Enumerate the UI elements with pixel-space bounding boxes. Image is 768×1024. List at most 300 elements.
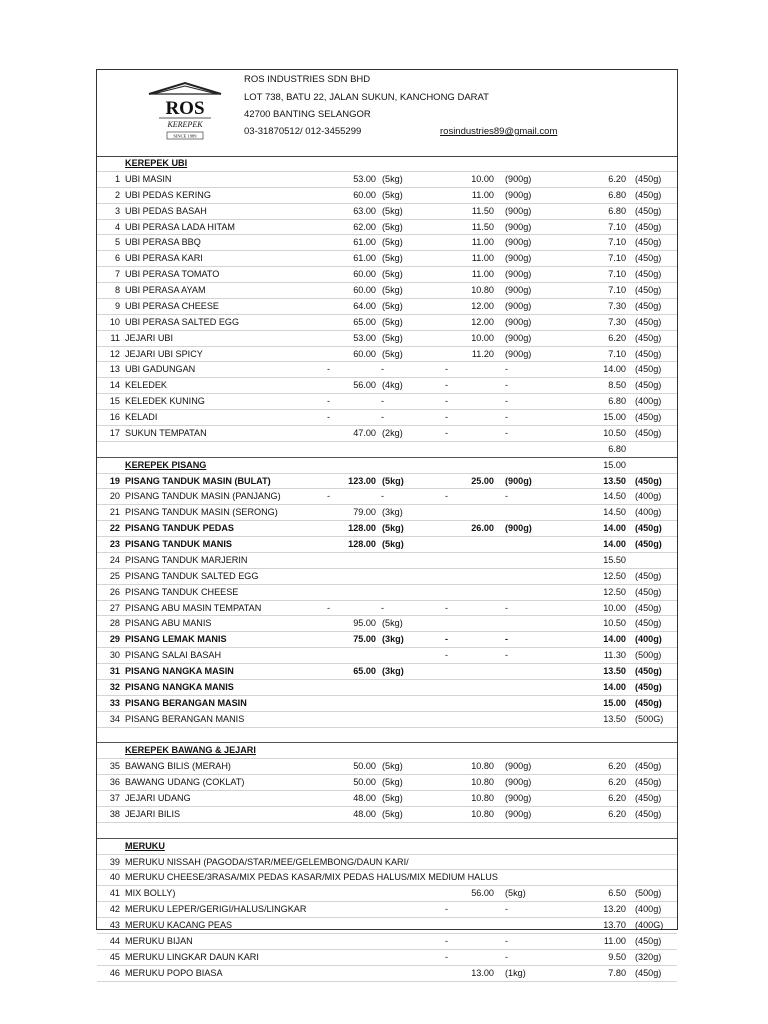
logo-since: SINCE 1989 xyxy=(173,133,197,139)
row-number: 19 xyxy=(109,475,120,486)
item-name: BAWANG BILIS (MERAH) xyxy=(125,761,231,772)
price-retail: 9.50 xyxy=(608,951,626,962)
row-number: 21 xyxy=(109,507,120,518)
weight-3: (450g) xyxy=(635,570,662,581)
price-retail: 15.00 xyxy=(603,459,626,470)
weight-2: (900g) xyxy=(505,523,532,534)
row-number: 24 xyxy=(109,554,120,565)
price-5kg: 61.00 xyxy=(353,237,376,248)
price-900g: 10.80 xyxy=(471,777,494,788)
item-name: BAWANG UDANG (COKLAT) xyxy=(125,777,245,788)
item-name: PISANG TANDUK SALTED EGG xyxy=(125,570,259,581)
table-row xyxy=(97,474,677,490)
price-retail: 6.80 xyxy=(608,205,626,216)
price-5kg: 60.00 xyxy=(353,269,376,280)
section-title: KEREPEK UBI xyxy=(125,158,188,168)
table-row xyxy=(97,712,677,728)
row-number: 46 xyxy=(109,967,120,978)
item-name: PISANG SALAI BASAH xyxy=(125,650,222,661)
dash: - xyxy=(445,412,449,422)
section-header-row xyxy=(97,458,677,474)
weight-1: (5kg) xyxy=(382,237,403,248)
price-retail: 14.00 xyxy=(603,364,626,375)
item-name: PISANG BERANGAN MASIN xyxy=(125,697,247,708)
weight-3: (450g) xyxy=(635,808,662,819)
price-retail: 6.20 xyxy=(608,332,626,343)
item-name: JEJARI UDANG xyxy=(125,793,191,803)
weight-3: (400g) xyxy=(635,491,662,502)
price-retail: 13.70 xyxy=(603,920,626,930)
price-5kg: 60.00 xyxy=(353,348,376,359)
price-5kg: 123.00 xyxy=(348,475,376,486)
row-number: 41 xyxy=(109,888,120,899)
price-retail: 14.50 xyxy=(603,491,626,502)
weight-1: (5kg) xyxy=(382,205,403,216)
table-row xyxy=(97,299,677,315)
price-900g: 11.20 xyxy=(471,348,494,359)
row-number: 37 xyxy=(109,793,120,803)
dash: - xyxy=(327,396,331,407)
price-900g: 10.00 xyxy=(471,173,494,184)
price-retail: 7.10 xyxy=(608,253,626,264)
weight-3: (450g) xyxy=(635,348,662,359)
price-retail: 13.20 xyxy=(603,904,626,915)
price-retail: 15.00 xyxy=(603,697,626,708)
price-retail: 6.80 xyxy=(608,396,626,407)
price-retail: 6.20 xyxy=(608,777,626,788)
price-900g: 10.80 xyxy=(471,808,494,819)
price-retail: 12.50 xyxy=(603,570,626,581)
weight-3: (450g) xyxy=(635,427,662,438)
item-name: UBI PERASA BBQ xyxy=(125,237,201,248)
table-row xyxy=(97,553,677,569)
company-address-1: LOT 738, BATU 22, JALAN SUKUN, KANCHONG DARAT xyxy=(244,92,489,103)
table-row xyxy=(97,378,677,394)
price-5kg: 60.00 xyxy=(353,285,376,295)
table-row xyxy=(97,680,677,696)
section-header-row xyxy=(97,156,677,172)
price-5kg: 48.00 xyxy=(353,793,376,803)
weight-3: (450g) xyxy=(635,221,662,232)
dash: - xyxy=(327,364,331,375)
table-row xyxy=(97,235,677,251)
weight-3: (450g) xyxy=(635,761,662,772)
price-900g: 11.00 xyxy=(471,269,494,280)
item-name: JEJARI UBI SPICY xyxy=(125,348,203,359)
blank-row xyxy=(97,728,677,744)
dash: - xyxy=(505,951,509,962)
item-name: PISANG TANDUK PEDAS xyxy=(125,523,234,534)
weight-1: (4kg) xyxy=(382,380,403,391)
dash: - xyxy=(381,364,385,375)
item-name: UBI PERASA TOMATO xyxy=(125,269,220,280)
row-number: 11 xyxy=(110,332,120,343)
price-retail: 10.50 xyxy=(603,618,626,629)
price-list-sheet xyxy=(96,69,678,978)
weight-2: (900g) xyxy=(505,316,532,327)
price-900g: 25.00 xyxy=(471,475,494,486)
row-number: 40 xyxy=(109,872,120,883)
dash: - xyxy=(505,904,509,915)
item-name: PISANG TANDUK MASIN (BULAT) xyxy=(125,475,271,486)
dash: - xyxy=(445,650,449,661)
ros-kerepek-logo xyxy=(147,80,223,144)
row-number: 32 xyxy=(109,681,120,692)
item-name: JEJARI UBI xyxy=(125,332,174,343)
company-name: ROS INDUSTRIES SDN BHD xyxy=(244,74,371,85)
item-name: UBI MASIN xyxy=(125,173,172,184)
price-retail: 14.00 xyxy=(603,539,626,549)
table-row xyxy=(97,188,677,204)
price-retail: 6.80 xyxy=(608,189,626,200)
weight-1: (3kg) xyxy=(382,634,404,645)
price-retail: 7.30 xyxy=(608,300,626,311)
weight-1: (5kg) xyxy=(382,793,403,803)
table-row xyxy=(97,394,677,410)
price-5kg: 53.00 xyxy=(353,332,376,343)
table-row xyxy=(97,426,677,442)
table-row xyxy=(97,362,677,378)
table-row xyxy=(97,886,677,902)
price-5kg: 53.00 xyxy=(353,173,376,184)
weight-3: (450g) xyxy=(635,205,662,216)
weight-3: (450g) xyxy=(635,777,662,788)
table-row xyxy=(97,204,677,220)
price-5kg: 63.00 xyxy=(353,205,376,216)
table-row xyxy=(97,601,677,617)
row-number: 6 xyxy=(114,253,120,264)
weight-1: (3kg) xyxy=(382,666,404,676)
dash: - xyxy=(381,602,385,613)
weight-1: (5kg) xyxy=(382,539,404,549)
row-number: 34 xyxy=(109,713,120,724)
weight-1: (5kg) xyxy=(382,475,404,486)
price-retail: 11.00 xyxy=(603,935,626,946)
weight-3: (450g) xyxy=(635,189,662,200)
table-row xyxy=(97,331,677,347)
price-retail: 6.20 xyxy=(608,173,626,184)
weight-3: (450g) xyxy=(635,681,662,692)
table-row xyxy=(97,347,677,363)
dash: - xyxy=(505,380,509,391)
table-row xyxy=(97,807,677,823)
weight-3: (450g) xyxy=(635,602,662,613)
row-number: 31 xyxy=(109,666,120,676)
weight-1: (5kg) xyxy=(382,316,403,327)
price-5kg: 47.00 xyxy=(353,427,376,438)
weight-2: (900g) xyxy=(505,221,532,232)
weight-2: (900g) xyxy=(505,793,532,803)
table-row xyxy=(97,489,677,505)
company-phone: 03-31870512/ 012-3455299 xyxy=(244,126,362,137)
item-name: MERUKU KACANG PEAS xyxy=(125,920,233,930)
row-number: 25 xyxy=(109,570,120,581)
table-row xyxy=(97,616,677,632)
row-number: 44 xyxy=(109,935,120,946)
item-name: MERUKU LEPER/GERIGI/HALUS/LINGKAR xyxy=(125,904,307,915)
weight-3: (500g) xyxy=(635,650,662,661)
weight-3: (450g) xyxy=(635,412,662,422)
item-name: UBI PERASA LADA HITAM xyxy=(125,221,235,232)
dash: - xyxy=(505,602,509,613)
price-retail: 10.00 xyxy=(603,602,626,613)
item-name: SUKUN TEMPATAN xyxy=(125,427,207,438)
table-row xyxy=(97,632,677,648)
table-row xyxy=(97,172,677,188)
item-name: MERUKU NISSAH (PAGODA/STAR/MEE/GELEMBONG/DAUN KARI/ xyxy=(125,856,409,867)
dash: - xyxy=(505,935,509,946)
weight-1: (2kg) xyxy=(382,427,403,438)
price-900g: 12.00 xyxy=(471,300,494,311)
weight-3: (450g) xyxy=(635,380,662,391)
weight-3: (450g) xyxy=(635,523,662,534)
weight-3: (450g) xyxy=(635,237,662,248)
weight-2: (900g) xyxy=(505,300,532,311)
price-5kg: 60.00 xyxy=(353,189,376,200)
price-5kg: 48.00 xyxy=(353,808,376,819)
item-name: UBI PEDAS BASAH xyxy=(125,205,207,216)
row-number: 39 xyxy=(109,856,120,867)
weight-3: (450g) xyxy=(635,666,662,676)
weight-2: (900g) xyxy=(505,285,532,295)
weight-3: (450g) xyxy=(635,539,662,549)
weight-2: (900g) xyxy=(505,253,532,264)
item-name: KELADI xyxy=(125,412,158,422)
row-number: 13 xyxy=(109,364,120,375)
weight-3: (450g) xyxy=(635,364,662,375)
table-row xyxy=(97,585,677,601)
weight-2: (900g) xyxy=(505,189,532,200)
row-number: 38 xyxy=(109,808,120,819)
item-name: UBI GADUNGAN xyxy=(125,364,196,375)
weight-3: (450g) xyxy=(635,475,662,486)
dash: - xyxy=(445,602,449,613)
item-name: UBI PERASA SALTED EGG xyxy=(125,316,240,327)
dash: - xyxy=(505,412,509,422)
table-row xyxy=(97,775,677,791)
weight-3: (450g) xyxy=(635,253,662,264)
weight-3: (400g) xyxy=(635,396,662,407)
table-row xyxy=(97,283,677,299)
weight-3: (450g) xyxy=(635,332,662,343)
price-5kg: 65.00 xyxy=(353,666,376,676)
row-number: 33 xyxy=(109,697,120,708)
dash: - xyxy=(445,380,449,391)
price-retail: 14.50 xyxy=(603,507,626,518)
price-900g: 11.00 xyxy=(471,253,494,264)
weight-3: (450g) xyxy=(635,935,662,946)
price-5kg: 56.00 xyxy=(353,380,376,391)
price-retail: 13.50 xyxy=(603,666,626,676)
table-row xyxy=(97,664,677,680)
row-number: 16 xyxy=(109,412,120,422)
table-row xyxy=(97,918,677,934)
price-retail: 14.00 xyxy=(603,634,626,645)
weight-2: (900g) xyxy=(505,205,532,216)
item-name: PISANG TANDUK MASIN (PANJANG) xyxy=(125,491,281,502)
weight-1: (5kg) xyxy=(382,285,403,295)
logo-text: ROS xyxy=(165,98,205,119)
weight-3: (400g) xyxy=(635,904,662,915)
row-number: 26 xyxy=(109,586,120,597)
weight-1: (5kg) xyxy=(382,173,403,184)
table-row xyxy=(97,251,677,267)
row-number: 30 xyxy=(109,650,120,661)
weight-2: (900g) xyxy=(505,173,532,184)
item-name: PISANG LEMAK MANIS xyxy=(125,634,227,645)
price-retail: 7.30 xyxy=(608,316,626,327)
item-name: JEJARI BILIS xyxy=(125,808,181,819)
price-5kg: 64.00 xyxy=(353,300,376,311)
section-title: KEREPEK BAWANG & JEJARI xyxy=(125,745,256,756)
price-retail: 10.50 xyxy=(603,427,626,438)
item-name: MERUKU BIJAN xyxy=(125,935,193,946)
row-number: 29 xyxy=(109,634,120,645)
row-number: 10 xyxy=(109,316,120,327)
dash: - xyxy=(327,412,331,422)
price-900g: 13.00 xyxy=(471,967,494,978)
company-address-2: 42700 BANTING SELANGOR xyxy=(244,109,371,120)
section-title: MERUKU xyxy=(125,840,165,851)
price-5kg: 128.00 xyxy=(348,539,376,549)
row-number: 3 xyxy=(114,205,120,216)
item-name: PISANG TANDUK CHEESE xyxy=(125,586,239,597)
table-row xyxy=(97,902,677,918)
weight-3: (450g) xyxy=(635,697,662,708)
table-row xyxy=(97,870,677,886)
row-number: 5 xyxy=(114,237,120,248)
weight-2: (900g) xyxy=(505,348,532,359)
item-name: MERUKU LINGKAR DAUN KARI xyxy=(125,951,259,962)
row-number: 27 xyxy=(109,602,120,613)
weight-3: (450g) xyxy=(635,793,662,803)
row-number: 17 xyxy=(109,427,120,438)
item-name: MERUKU CHEESE/3RASA/MIX PEDAS KASAR/MIX PEDAS HALUS/MIX MEDIUM HALUS xyxy=(125,872,498,883)
table-row xyxy=(97,934,677,950)
weight-3: (400G) xyxy=(635,920,664,930)
row-number: 4 xyxy=(114,221,120,232)
row-number: 2 xyxy=(114,189,120,200)
price-retail: 7.10 xyxy=(608,221,626,232)
table-row xyxy=(97,537,677,553)
weight-1: (5kg) xyxy=(382,523,404,534)
price-900g: 11.50 xyxy=(471,221,494,232)
item-name: UBI PERASA KARI xyxy=(125,253,203,264)
price-5kg: 95.00 xyxy=(353,618,376,629)
weight-3: (450g) xyxy=(635,300,662,311)
price-900g: 11.00 xyxy=(471,237,494,248)
company-email[interactable]: rosindustries89@gmail.com xyxy=(440,126,558,137)
item-name: MERUKU POPO BIASA xyxy=(125,967,223,978)
row-number: 9 xyxy=(114,300,120,311)
weight-3: (450g) xyxy=(635,269,662,280)
item-name: PISANG BERANGAN MANIS xyxy=(125,713,245,724)
row-number: 15 xyxy=(109,396,120,407)
weight-2: (900g) xyxy=(505,237,532,248)
weight-3: (320g) xyxy=(635,951,662,962)
price-retail: 6.20 xyxy=(608,761,626,772)
row-number: 8 xyxy=(114,285,120,295)
weight-1: (5kg) xyxy=(382,269,403,280)
price-retail: 7.10 xyxy=(608,285,626,295)
table-row xyxy=(97,521,677,537)
weight-2: (900g) xyxy=(505,475,532,486)
price-retail: 15.00 xyxy=(603,412,626,422)
price-900g: 10.00 xyxy=(471,332,494,343)
dash: - xyxy=(505,491,509,502)
table-row xyxy=(97,855,677,871)
table-row xyxy=(97,315,677,331)
table-row xyxy=(97,220,677,236)
dash: - xyxy=(505,427,509,438)
weight-1: (3kg) xyxy=(382,507,403,518)
dash: - xyxy=(445,364,449,375)
weight-3: (450g) xyxy=(635,618,662,629)
table-row xyxy=(97,696,677,712)
dash: - xyxy=(445,427,449,438)
weight-2: (900g) xyxy=(505,332,532,343)
price-retail: 13.50 xyxy=(603,475,626,486)
weight-1: (5kg) xyxy=(382,332,403,343)
price-retail: 7.10 xyxy=(608,237,626,248)
table-row xyxy=(97,648,677,664)
price-900g: 10.80 xyxy=(471,793,494,803)
price-5kg: 79.00 xyxy=(353,507,376,518)
row-number: 12 xyxy=(109,348,120,359)
price-retail: 14.00 xyxy=(603,523,626,534)
weight-3: (450g) xyxy=(635,285,662,295)
weight-2: (900g) xyxy=(505,269,532,280)
row-number: 43 xyxy=(109,920,120,930)
weight-2: (900g) xyxy=(505,777,532,788)
dash: - xyxy=(445,396,449,407)
dash: - xyxy=(381,396,385,407)
price-5kg: 50.00 xyxy=(353,761,376,772)
row-number: 45 xyxy=(109,951,120,962)
price-retail: 6.20 xyxy=(608,793,626,803)
dash: - xyxy=(327,602,331,613)
weight-1: (5kg) xyxy=(382,777,403,788)
dash: - xyxy=(327,491,331,502)
weight-1: (5kg) xyxy=(382,348,403,359)
price-retail: 6.20 xyxy=(608,808,626,819)
row-number: 23 xyxy=(109,539,120,549)
item-name: PISANG TANDUK MASIN (SERONG) xyxy=(125,507,278,518)
dash: - xyxy=(505,634,509,645)
weight-1: (5kg) xyxy=(382,253,403,264)
weight-3: (500g) xyxy=(635,888,662,899)
item-name: UBI PEDAS KERING xyxy=(125,189,211,200)
price-900g: 10.80 xyxy=(471,761,494,772)
price-retail: 15.50 xyxy=(603,554,626,565)
row-number: 20 xyxy=(109,491,120,502)
price-retail: 12.50 xyxy=(603,586,626,597)
table-row xyxy=(97,950,677,966)
weight-2: (5kg) xyxy=(505,888,526,899)
row-number: 28 xyxy=(109,618,120,629)
price-5kg: 62.00 xyxy=(353,221,376,232)
weight-3: (450g) xyxy=(635,173,662,184)
item-name: KELEDEK xyxy=(125,380,167,391)
dash: - xyxy=(505,364,509,375)
weight-2: (900g) xyxy=(505,761,532,772)
section-header-row xyxy=(97,743,677,759)
section-title: KEREPEK PISANG xyxy=(125,459,207,470)
item-name: UBI PERASA AYAM xyxy=(125,285,206,295)
dash: - xyxy=(445,951,449,962)
dash: - xyxy=(381,491,385,502)
weight-3: (500G) xyxy=(635,713,664,724)
